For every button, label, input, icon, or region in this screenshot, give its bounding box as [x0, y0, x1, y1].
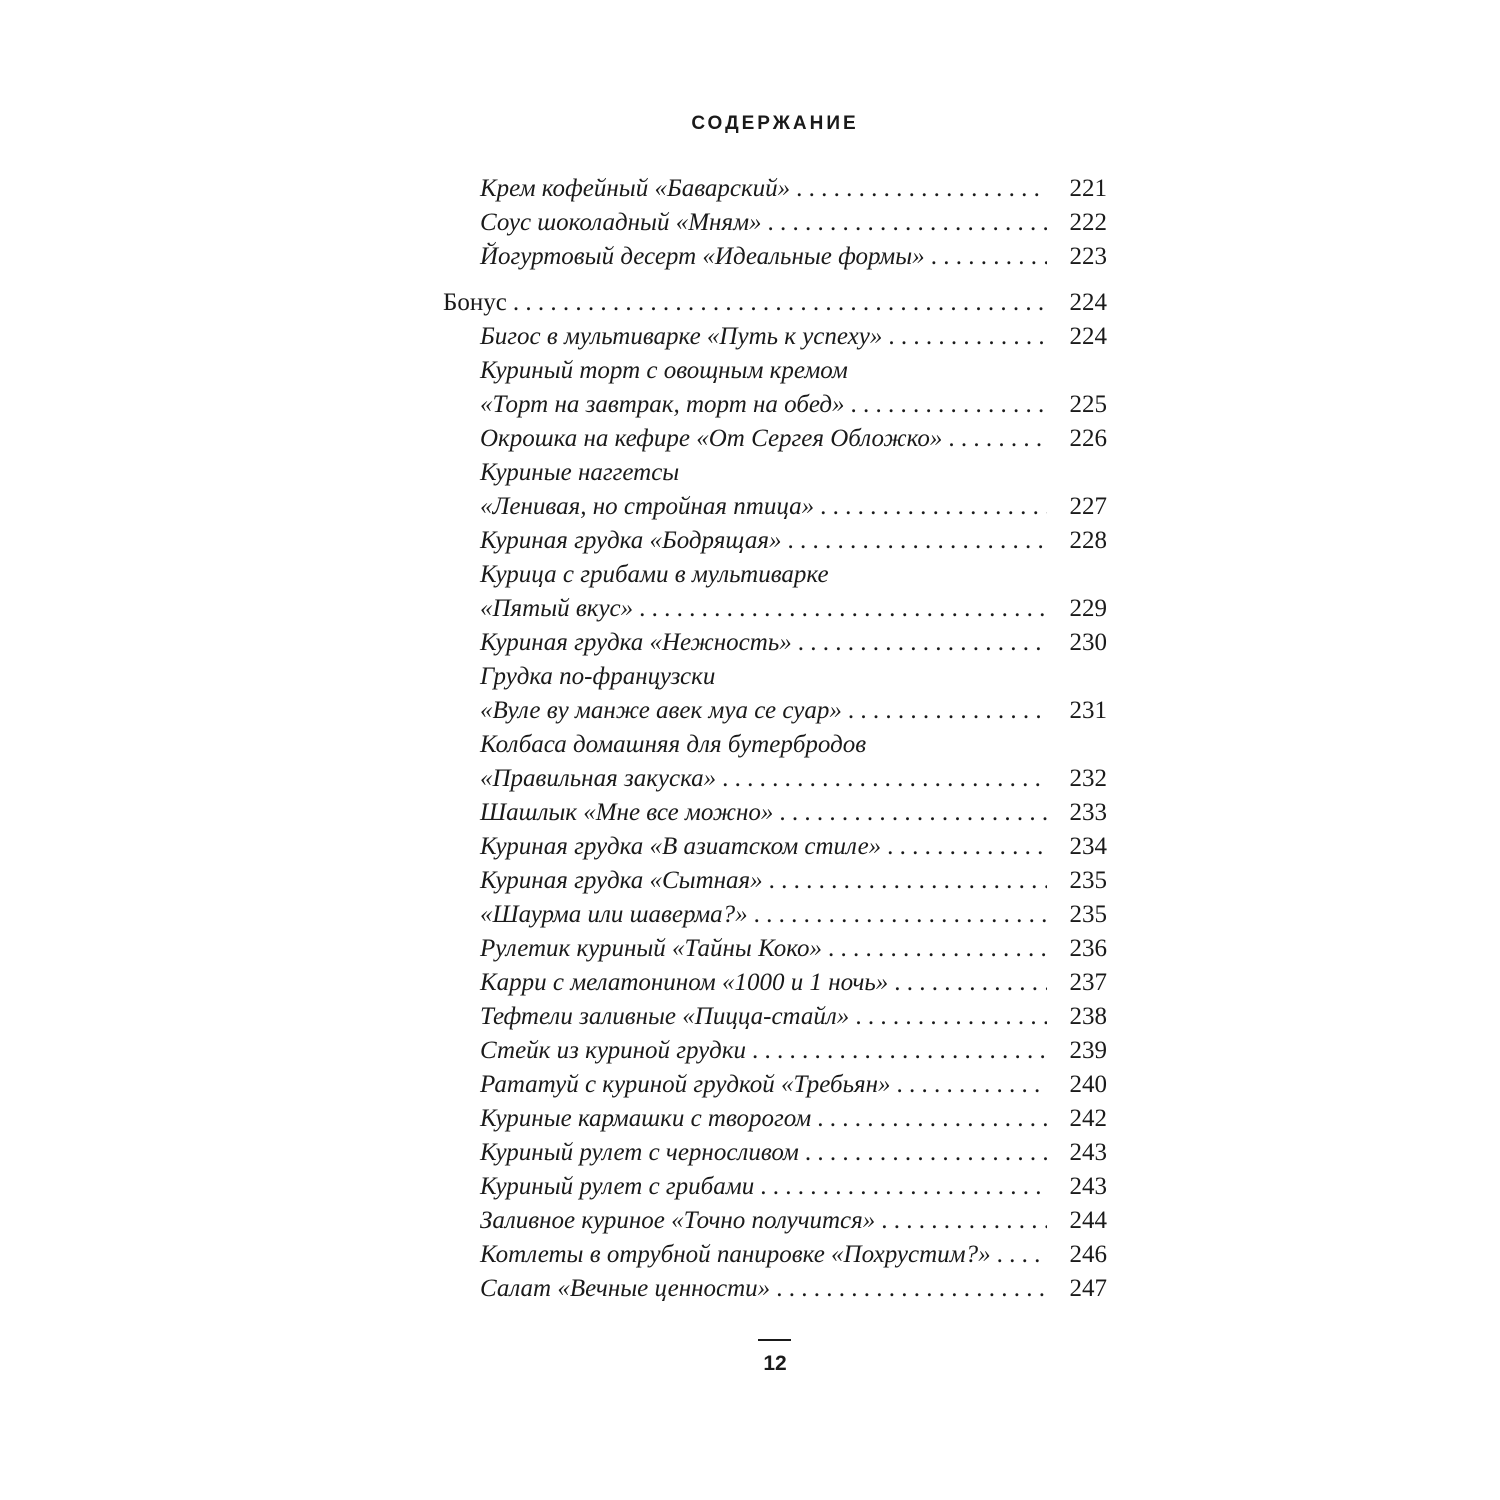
toc-entry-title: Куриная грудка «Бодрящая» — [480, 527, 782, 554]
dot-leader — [931, 240, 1047, 274]
toc-entry — [480, 1068, 1107, 1102]
page-number: 12 — [763, 1352, 787, 1375]
toc-entry-page: 235 — [1069, 867, 1107, 894]
toc-entry — [480, 1170, 1107, 1204]
dot-leader — [796, 172, 1047, 206]
dot-leader — [820, 490, 1047, 524]
toc-entry — [480, 864, 1107, 898]
dot-leader — [817, 1102, 1047, 1136]
toc-entry-continuation — [480, 694, 1107, 728]
toc-entry — [480, 932, 1107, 966]
dot-leader — [776, 1272, 1047, 1306]
toc-entry-page: 243 — [1069, 1139, 1107, 1166]
toc-entry-page: 235 — [1069, 901, 1107, 928]
dot-leader — [513, 286, 1047, 320]
toc-entry — [480, 558, 1107, 592]
toc-entry-page: 222 — [1069, 209, 1107, 236]
toc-entry-title: Бигос в мультиварке «Путь к успеху» — [480, 323, 883, 350]
toc-entry — [480, 1238, 1107, 1272]
toc-entry — [480, 354, 1107, 388]
toc-entry-page: 224 — [1069, 289, 1107, 316]
toc-entry — [480, 728, 1107, 762]
toc-entry-page: 228 — [1069, 527, 1107, 554]
dot-leader — [754, 898, 1047, 932]
toc-entry-page: 240 — [1069, 1071, 1107, 1098]
toc-entry — [443, 286, 1107, 320]
toc-entry-page: 238 — [1069, 1003, 1107, 1030]
toc-entry-title: Куриный рулет с черносливом — [480, 1139, 799, 1166]
toc-entry — [480, 1102, 1107, 1136]
toc-entry-title: Салат «Вечные ценности» — [480, 1275, 771, 1302]
dot-leader — [997, 1238, 1047, 1272]
toc-entry — [480, 1272, 1107, 1306]
toc-entry-page: 226 — [1069, 425, 1107, 452]
dot-leader — [752, 1034, 1047, 1068]
toc-entry — [480, 1034, 1107, 1068]
toc-entry-title-continuation: «Торт на завтрак, торт на обед» — [480, 391, 845, 418]
toc-entry-page: 232 — [1069, 765, 1107, 792]
toc-entry-title: Стейк из куриной грудки — [480, 1037, 747, 1064]
dot-leader — [798, 626, 1047, 660]
toc-entry-title: Крем кофейный «Баварский» — [480, 175, 791, 202]
dot-leader — [881, 1204, 1047, 1238]
toc-entry-title: Куриный рулет с грибами — [480, 1173, 755, 1200]
toc-entry-title-continuation: «Правильная закуска» — [480, 765, 717, 792]
toc-entry-page: 227 — [1069, 493, 1107, 520]
dot-leader — [948, 422, 1047, 456]
toc-entry — [480, 830, 1107, 864]
dot-leader — [639, 592, 1047, 626]
toc-entry-title: Куриная грудка «В азиатском стиле» — [480, 833, 882, 860]
toc-entry-title-continuation: «Пятый вкус» — [480, 595, 634, 622]
dot-leader — [851, 388, 1047, 422]
toc-entry — [480, 1000, 1107, 1034]
toc-entry — [480, 966, 1107, 1000]
toc-entry-page: 244 — [1069, 1207, 1107, 1234]
page-title: СОДЕРЖАНИЕ — [691, 113, 859, 134]
toc-entry-page: 242 — [1069, 1105, 1107, 1132]
toc-entry-title: Йогуртовый десерт «Идеальные формы» — [480, 243, 925, 270]
toc-entry — [480, 1204, 1107, 1238]
toc-entry-title: Рулетик куриный «Тайны Коко» — [480, 935, 823, 962]
toc-entry — [480, 626, 1107, 660]
toc-entry-continuation — [480, 762, 1107, 796]
toc-entry-page: 234 — [1069, 833, 1107, 860]
toc-entry-title: Карри с мелатонином «1000 и 1 ночь» — [480, 969, 889, 996]
toc-entry-page: 237 — [1069, 969, 1107, 996]
toc-entry — [480, 172, 1107, 206]
toc-entry-continuation — [480, 388, 1107, 422]
toc-entry — [480, 1136, 1107, 1170]
toc-entry — [480, 422, 1107, 456]
toc-entry-continuation — [480, 592, 1107, 626]
toc-entry-title: Котлеты в отрубной панировке «Похрустим?» — [480, 1241, 991, 1268]
dot-leader — [805, 1136, 1047, 1170]
toc-entry-title: Куриная грудка «Сытная» — [480, 867, 763, 894]
dot-leader — [722, 762, 1047, 796]
dot-leader — [855, 1000, 1047, 1034]
toc-entry — [480, 206, 1107, 240]
toc-entry — [480, 898, 1107, 932]
toc-entry-title: Куриная грудка «Нежность» — [480, 629, 792, 656]
toc-entry — [480, 240, 1107, 274]
toc-entry-page: 223 — [1069, 243, 1107, 270]
toc-entry-page: 239 — [1069, 1037, 1107, 1064]
toc-entry-page: 231 — [1069, 697, 1107, 724]
toc-entry-title-continuation: «Ленивая, но стройная птица» — [480, 493, 815, 520]
toc-entry-title: Куриные наггетсы — [480, 459, 680, 486]
toc-entry-continuation — [480, 490, 1107, 524]
toc-entry-page: 243 — [1069, 1173, 1107, 1200]
toc-entry-title: Грудка по-французски — [480, 663, 716, 690]
dot-leader — [888, 320, 1047, 354]
toc-entry-page: 247 — [1069, 1275, 1107, 1302]
toc-entry-title: Курица с грибами в мультиварке — [480, 561, 829, 588]
toc-entry — [480, 320, 1107, 354]
toc-entry-title: Шашлык «Мне все можно» — [480, 799, 774, 826]
toc-entry-page: 246 — [1069, 1241, 1107, 1268]
toc-entry — [480, 660, 1107, 694]
toc-entry-title: Куриный торт с овощным кремом — [480, 357, 848, 384]
dot-leader — [768, 206, 1047, 240]
dot-leader — [848, 694, 1047, 728]
toc-entry-page: 225 — [1069, 391, 1107, 418]
dot-leader — [760, 1170, 1047, 1204]
toc-entry-title: Тефтели заливные «Пицца-стайл» — [480, 1003, 850, 1030]
toc-entry-title: Соус шоколадный «Мням» — [480, 209, 762, 236]
dot-leader — [894, 966, 1047, 1000]
toc-entry-title-continuation: «Вуле ву манже авек муа се суар» — [480, 697, 842, 724]
dot-leader — [828, 932, 1047, 966]
dot-leader — [779, 796, 1047, 830]
dot-leader — [887, 830, 1047, 864]
dot-leader — [787, 524, 1047, 558]
toc-entry-title: Заливное куриное «Точно получится» — [480, 1207, 876, 1234]
toc-entry-page: 233 — [1069, 799, 1107, 826]
toc-entry-title: Рататуй с куриной грудкой «Требьян» — [480, 1071, 891, 1098]
toc-entry — [480, 524, 1107, 558]
toc-entry-title: Бонус — [443, 289, 507, 316]
toc-entry-title: Куриные кармашки с творогом — [480, 1105, 812, 1132]
toc-entry-title: «Шаурма или шаверма?» — [480, 901, 748, 928]
folio-rule — [758, 1339, 791, 1341]
toc-entry-page: 236 — [1069, 935, 1107, 962]
dot-leader — [897, 1068, 1047, 1102]
toc-entry-page: 229 — [1069, 595, 1107, 622]
toc-entry-page: 224 — [1069, 323, 1107, 350]
toc-entry-title: Окрошка на кефире «От Сергея Обложко» — [480, 425, 943, 452]
dot-leader — [769, 864, 1047, 898]
toc-entry-page: 221 — [1069, 175, 1107, 202]
toc-entry — [480, 796, 1107, 830]
toc-entry-title: Колбаса домашняя для бутербродов — [480, 731, 867, 758]
toc-entry — [480, 456, 1107, 490]
toc-entry-page: 230 — [1069, 629, 1107, 656]
